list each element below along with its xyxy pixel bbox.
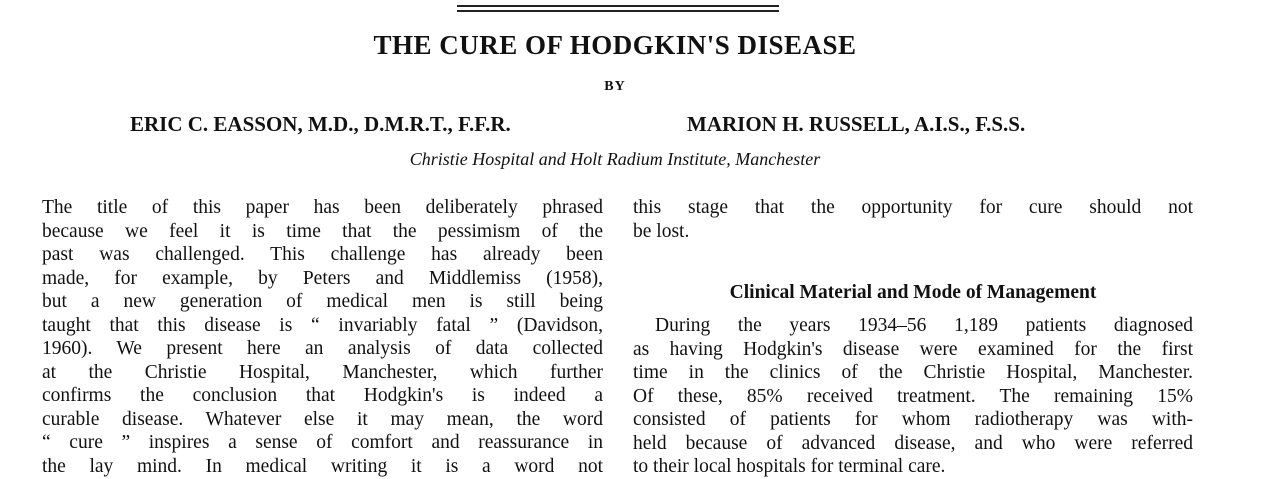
affiliation: Christie Hospital and Holt Radium Institute, Manchester	[409, 149, 821, 169]
left-column	[42, 196, 603, 478]
text-line: past was challenged. This challenge has already been	[42, 244, 603, 265]
text-line: because we feel it is time that the pessimism of the	[42, 220, 603, 242]
text-line: Of these, 85% received treatment. The remaining 15%	[633, 385, 1193, 407]
top-rule-second	[457, 10, 779, 12]
section-heading: Clinical Material and Mode of Management	[729, 282, 1097, 303]
text-line: this stage that the opportunity for cure should not	[633, 197, 1193, 218]
author-second: MARION H. RUSSELL, A.I.S., F.S.S.	[687, 112, 1026, 136]
text-line: consisted of patients for whom radiotherapy was with-	[633, 409, 1193, 430]
text-line: taught that this disease is “ invariably fatal ” (Davidson,	[42, 314, 603, 336]
text-line: made, for example, by Peters and Middlemiss (1958),	[42, 267, 603, 289]
paper-title: THE CURE OF HODGKIN'S DISEASE	[373, 30, 857, 60]
text-line: the lay mind. In medical writing it is a word not	[42, 455, 603, 477]
text-line: time in the clinics of the Christie Hospital, Manchester.	[633, 362, 1193, 383]
text-line: The title of this paper has been deliberately phrased	[42, 197, 603, 218]
right-column-paragraph	[633, 314, 1193, 479]
author-first: ERIC C. EASSON, M.D., D.M.R.T., F.F.R.	[130, 112, 511, 136]
text-line: curable disease. Whatever else it may mean, the word	[42, 408, 603, 430]
right-column-intro	[633, 196, 1193, 243]
byline: BY	[604, 79, 626, 94]
text-line: but a new generation of medical men is still being	[42, 291, 603, 312]
text-line: be lost.	[633, 220, 690, 242]
text-line: “ cure ” inspires a sense of comfort and reassurance in	[42, 432, 603, 453]
top-rule	[457, 5, 779, 7]
text-line: During the years 1934–56 1,189 patients diagnosed	[655, 315, 1193, 336]
text-line: to their local hospitals for terminal care.	[633, 456, 946, 477]
text-line: at the Christie Hospital, Manchester, which further	[42, 361, 603, 383]
text-line: 1960). We present here an analysis of data collected	[42, 338, 603, 359]
text-line: confirms the conclusion that Hodgkin's is indeed a	[42, 385, 603, 406]
text-line: held because of advanced disease, and who were referred	[633, 432, 1193, 454]
text-line: as having Hodgkin's disease were examined for the first	[633, 338, 1193, 360]
